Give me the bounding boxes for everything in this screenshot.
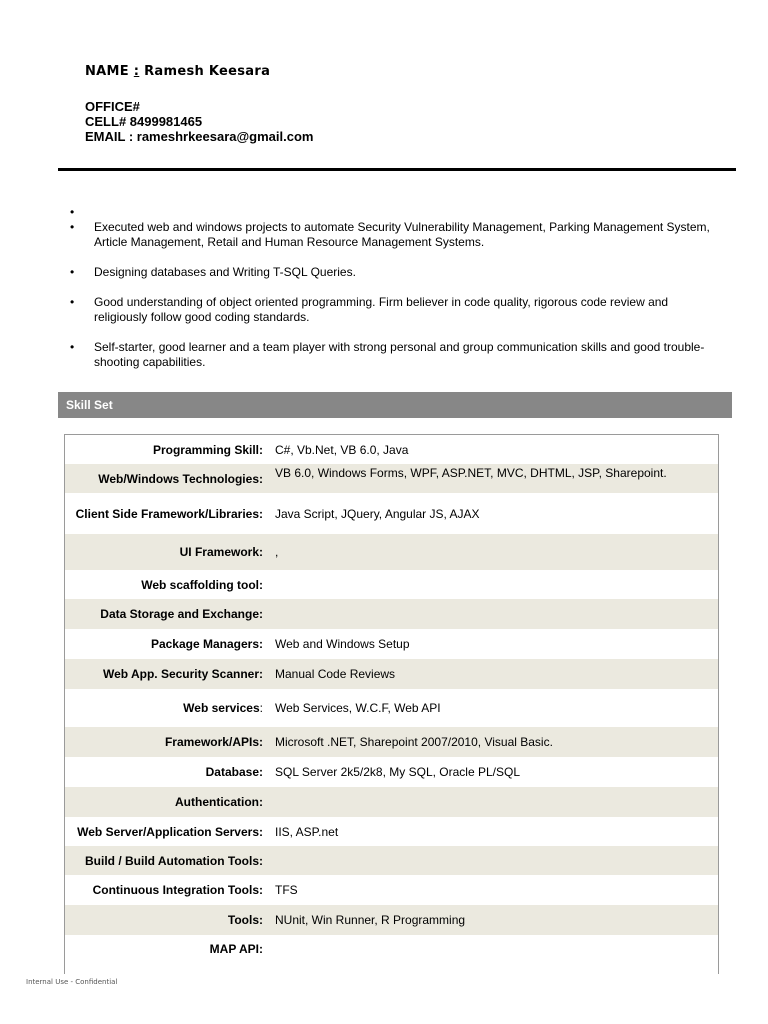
- name-label: NAME: [85, 64, 134, 79]
- summary-item: • Executed web and windows projects to automate Security Vulnerability Management, Parking Management System, Article Management, Retail and Human Resource Management Systems.: [70, 220, 710, 249]
- summary-item: [70, 205, 710, 220]
- skill-row: Web scaffolding tool:: [141, 577, 263, 592]
- skill-row: Authentication:: [65, 787, 718, 817]
- contact-header: [85, 64, 313, 144]
- cell-line: CELL# 8499981465: [85, 114, 203, 129]
- skill-row: Web/Windows Technologies: VB 6.0, Windows Forms, WPF, ASP.NET, MVC, DHTML, JSP, Sharepoint.: [65, 464, 718, 493]
- skill-row: Continuous Integration Tools: TFS: [92, 883, 298, 897]
- skill-row: Web services: Web Services, W.C.F, Web API: [183, 701, 441, 715]
- skill-row: Web App. Security Scanner: Manual Code Reviews: [65, 659, 718, 689]
- skill-row: MAP API:: [209, 942, 263, 956]
- summary-item: • Designing databases and Writing T-SQL Queries.: [70, 265, 356, 279]
- bullet-icon: •: [70, 295, 75, 309]
- contact-details: [85, 99, 313, 144]
- skill-table: [64, 434, 719, 974]
- bullet-icon: •: [70, 265, 75, 279]
- name-line: [85, 64, 313, 82]
- skill-row: Data Storage and Exchange:: [65, 599, 718, 629]
- email-line: EMAIL : rameshrkeesara@gmail.com: [85, 129, 314, 144]
- bullet-icon: •: [70, 220, 75, 234]
- skill-set-heading: Skill Set: [58, 392, 732, 418]
- bullet-icon: •: [70, 340, 75, 354]
- skill-row: Build / Build Automation Tools:: [65, 846, 718, 875]
- header-divider: [58, 168, 736, 171]
- name-colon: :: [133, 64, 140, 79]
- skill-row: Web Server/Application Servers: IIS, ASP.net: [77, 824, 339, 839]
- summary-list: [70, 205, 710, 385]
- office-line: OFFICE#: [85, 99, 140, 114]
- skill-row: Package Managers: Web and Windows Setup: [150, 637, 410, 651]
- bullet-icon: •: [70, 205, 75, 219]
- skill-row: Tools: NUnit, Win Runner, R Programming: [65, 905, 718, 935]
- skill-row: Client Side Framework/Libraries: Java Script, JQuery, Angular JS, AJAX: [75, 506, 480, 521]
- confidential-footer: Internal Use - Confidential: [26, 978, 118, 986]
- summary-item: • Self-starter, good learner and a team player with strong personal and group communication skills and good trouble-shooting capabilities.: [70, 340, 705, 369]
- skill-row: Framework/APIs: Microsoft .NET, Sharepoint 2007/2010, Visual Basic.: [65, 727, 718, 757]
- skill-row: UI Framework: ,: [65, 534, 718, 570]
- summary-item: • Good understanding of object oriented programming. Firm believer in code quality, rigorous code review and religiously follow good coding standards.: [70, 295, 669, 324]
- skill-row: Database: SQL Server 2k5/2k8, My SQL, Oracle PL/SQL: [205, 765, 520, 779]
- skill-row: Programming Skill: C#, Vb.Net, VB 6.0, Java: [152, 442, 409, 457]
- name-value: Ramesh Keesara: [139, 64, 271, 79]
